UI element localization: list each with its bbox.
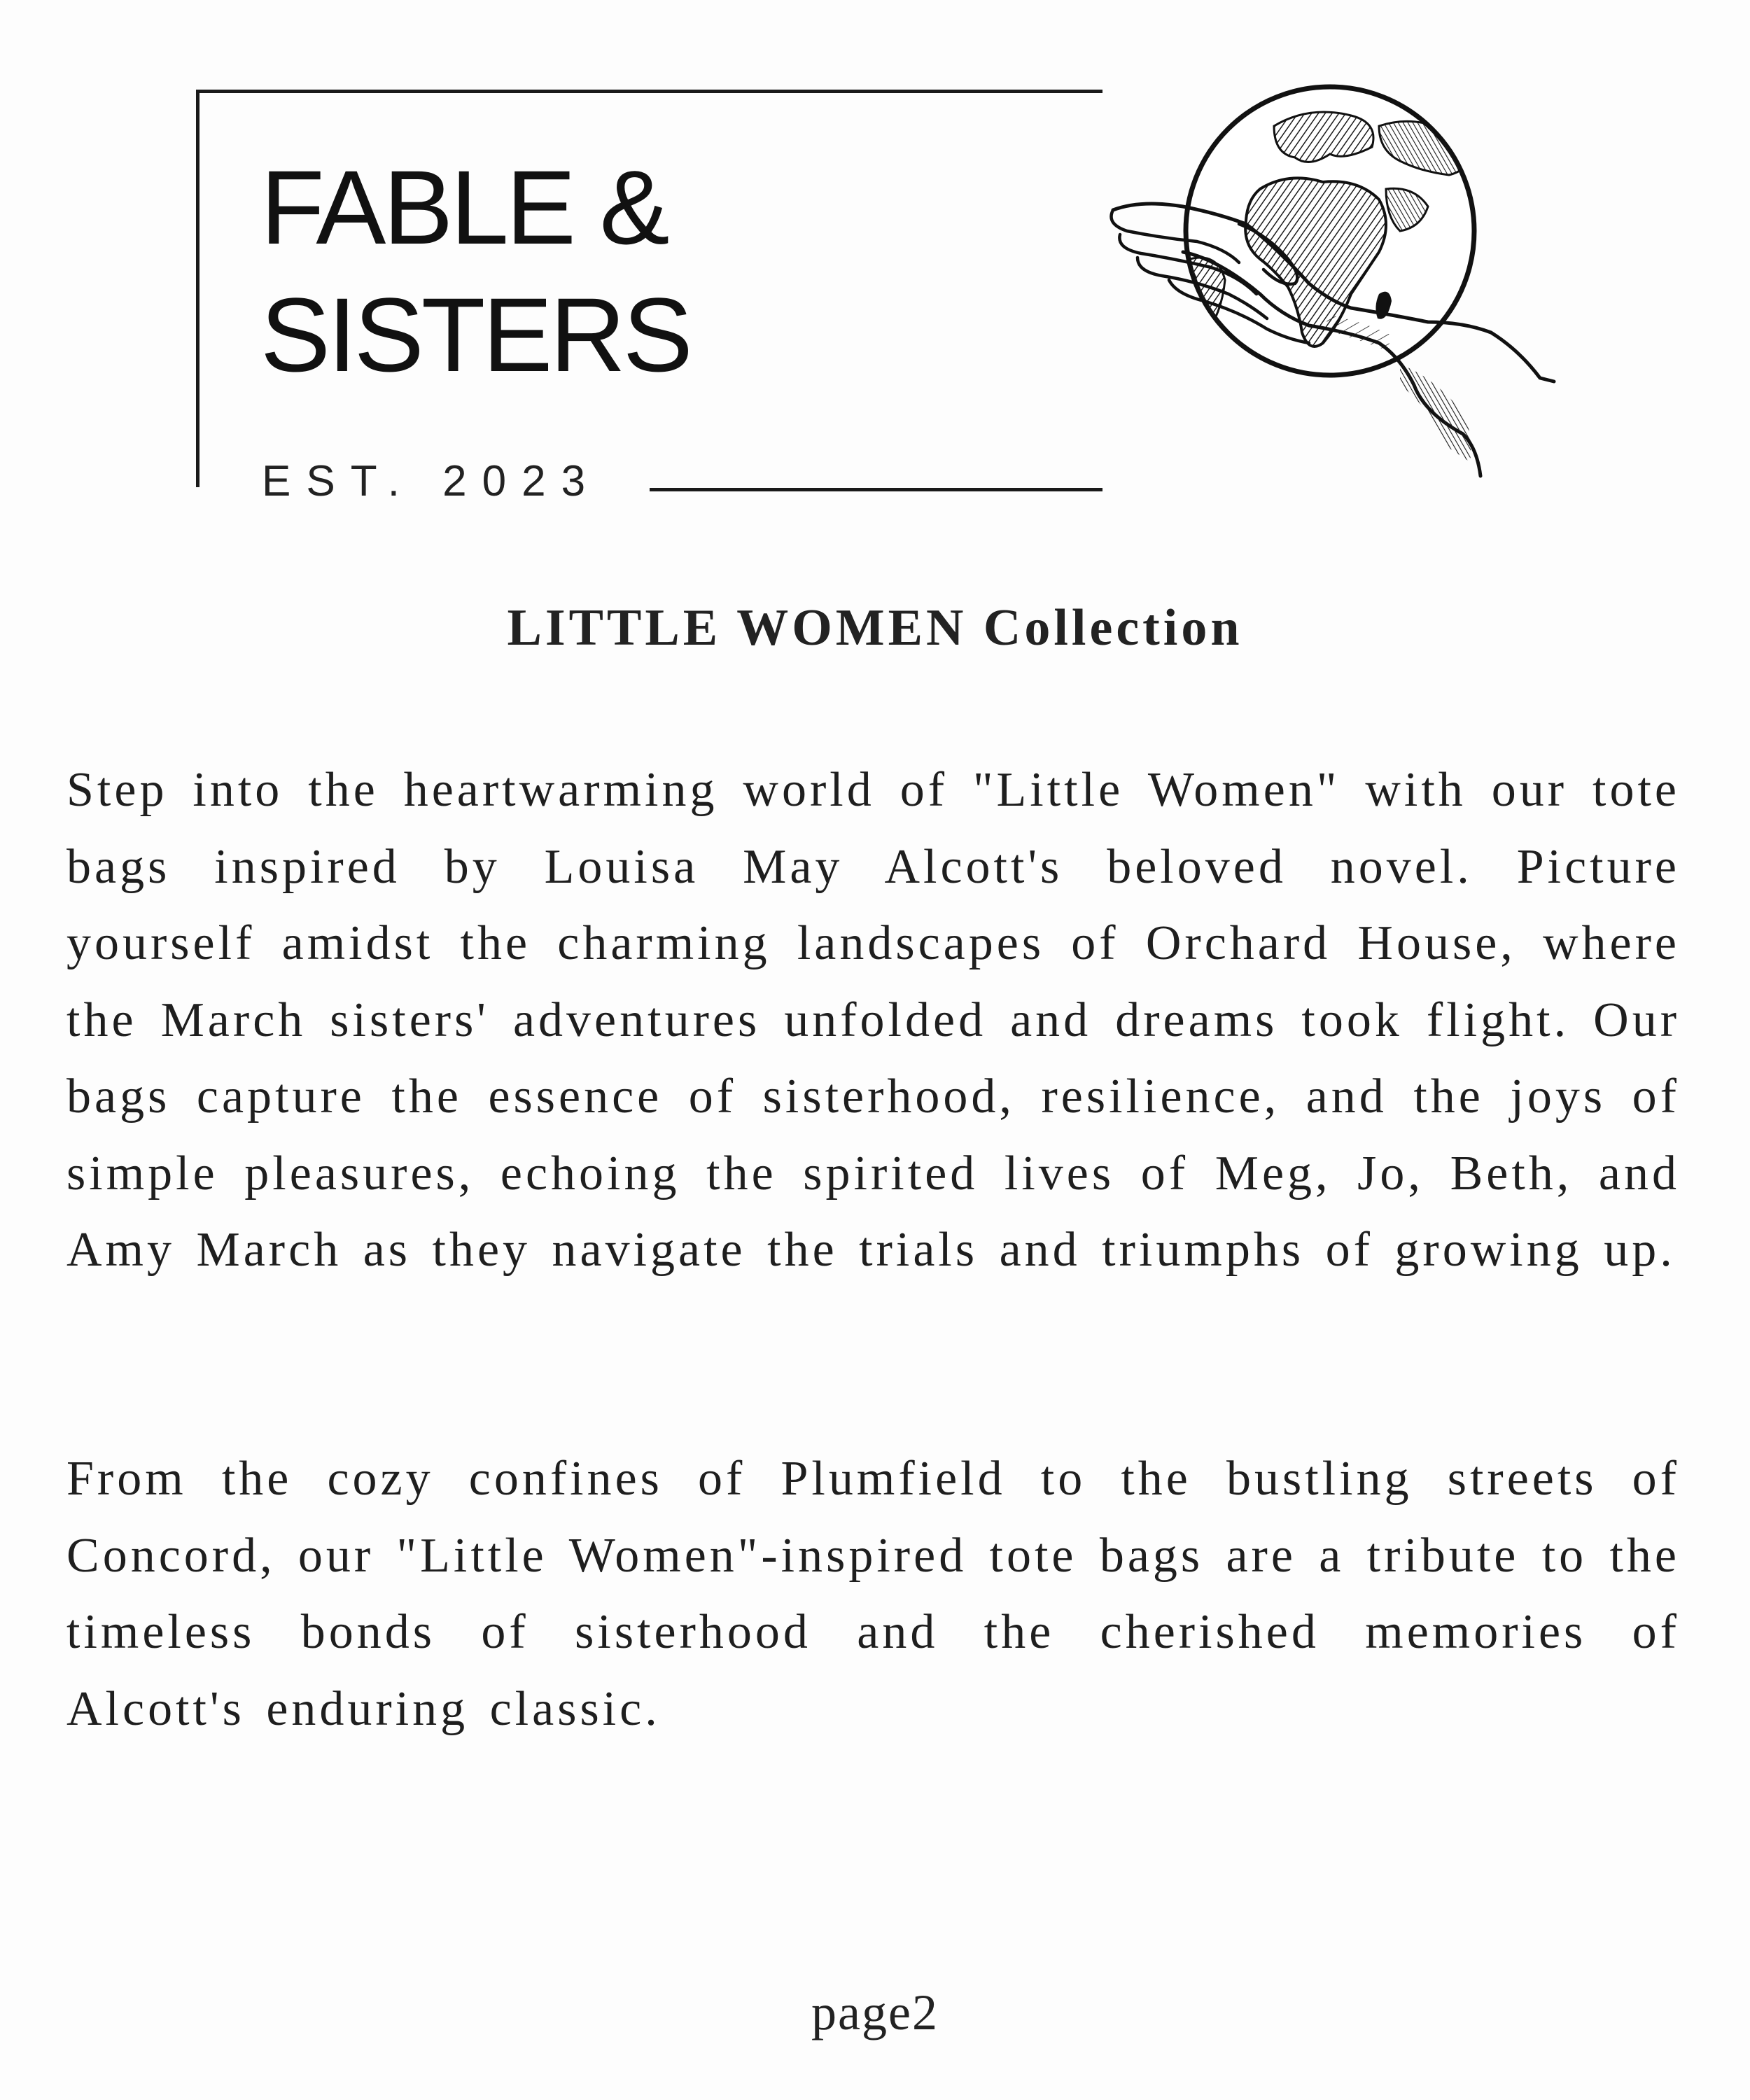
logo-frame-left-line xyxy=(196,90,200,487)
established-label: EST. 2023 xyxy=(262,457,601,505)
globe-in-hand-icon xyxy=(1099,84,1561,497)
logo-frame-top-line xyxy=(196,90,1102,93)
page-number: page2 xyxy=(811,1984,939,2040)
logo-frame-bottom-line xyxy=(650,488,1102,491)
paragraph-tribute: From the cozy confines of Plumfield to the bustling streets of Concord, our "Little Women"-inspired tote bags are a tribute to the timeless bonds of sisterhood and the cherished memories of Alcott's enduring classic. xyxy=(66,1452,1680,1736)
brand-name xyxy=(260,144,750,398)
paragraph-intro: Step into the heartwarming world of "Little Women" with our tote bags inspired by Louisa May Alcott's beloved novel. Picture yourself amidst the charming landscapes of Orchard House, where the March sisters' adventures unfolded and dreams took flight. Our bags capture the essence of sisterhood, resilience, and the joys of simple pleasures, echoing the spirited lives of Meg, Jo, Beth, and Amy March as they navigate the trials and triumphs of growing up. xyxy=(66,763,1680,1277)
brand-name-line1: FABLE & xyxy=(260,148,667,266)
collection-title: LITTLE WOMEN Collection xyxy=(507,599,1243,657)
brand-name-line2: SISTERS xyxy=(260,276,690,393)
